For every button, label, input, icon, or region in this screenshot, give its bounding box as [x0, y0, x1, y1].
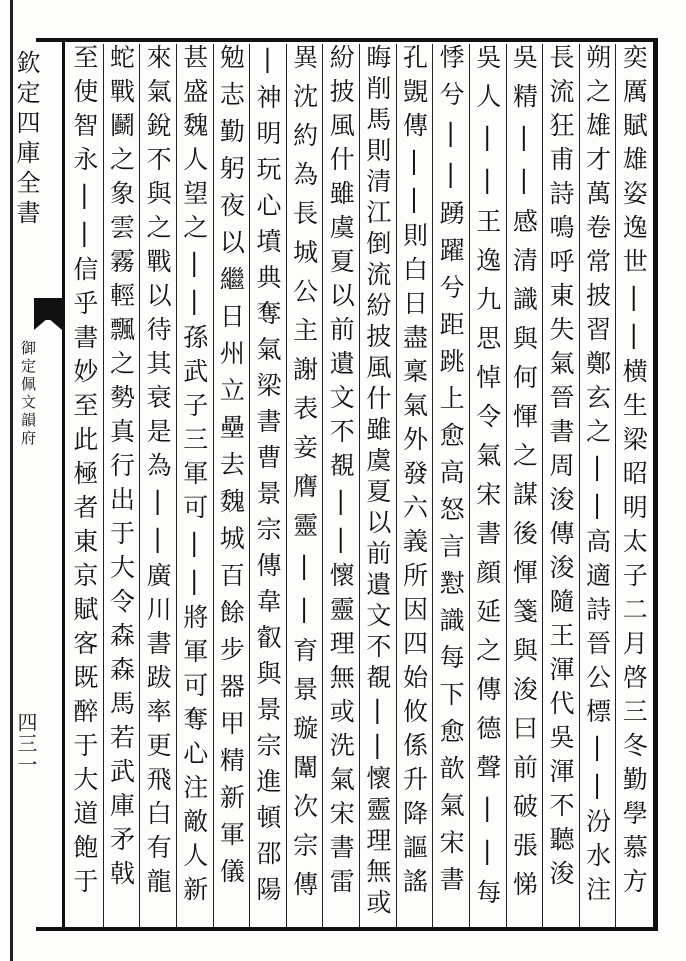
column-rule — [139, 44, 140, 927]
frame-bottom-border — [36, 927, 658, 931]
column-rule — [249, 44, 250, 927]
column-text: 悸兮||踴躍兮距跳上愈高怒言懟識每下愈歆氣宋書 — [436, 44, 466, 903]
text-column — [213, 44, 250, 924]
text-column — [139, 44, 176, 924]
column-text: 晦削馬則清江倒流紛披風什雖虞夏以前遺文不覩||懷靈理無或 — [362, 44, 392, 920]
column-text: 來氣銳不與之戰以待其衰是為||廣川書跋率更飛白有龍 — [143, 44, 173, 902]
column-text: 異沈約為長城公主謝表妾膺靈||育景璇闈次宗傳 — [289, 44, 319, 910]
column-rule — [213, 44, 214, 927]
column-text: 孔覬傳||則白日盡稟氣外發六義所因四始攸係升降謳謠 — [399, 44, 429, 902]
margin-divider-rule — [62, 38, 65, 931]
frame-right-border — [653, 38, 658, 931]
column-rule — [469, 44, 470, 927]
text-column — [579, 44, 616, 924]
text-column — [359, 44, 396, 924]
column-text: 蛇戰鬬之象雲霧輕飄之勢真行出于大令森森馬若武庫矛戟 — [106, 44, 136, 894]
frame-top-border — [36, 38, 658, 42]
text-column — [506, 44, 543, 924]
column-rule — [615, 44, 616, 927]
column-rule — [506, 44, 507, 927]
column-text: 至使智永||信乎書妙至此極者東京賦客既醉于大道飽于 — [69, 44, 99, 902]
column-text: 奕厲賦雄姿逸世||横生梁昭明太子二月啓三冬勤學慕方 — [619, 44, 649, 902]
column-text: 朔之雄才萬卷常披習鄭玄之||高適詩晉公標||汾水注 — [582, 44, 612, 910]
column-text: 甚盛魏人望之||孫武子三軍可||將軍可奪心注敵人新 — [179, 44, 209, 910]
column-text: 吳精||感清識與何惲之謀後惲箋與浚曰前破張悌 — [509, 44, 539, 910]
work-title: 御定佩文韻府 — [19, 340, 37, 448]
column-rule — [432, 44, 433, 927]
book-title: 欽定四庫全書 — [12, 50, 40, 230]
column-rule — [542, 44, 543, 927]
column-rule — [396, 44, 397, 927]
column-text: 吳人||王逸九思悼令氣宋書顔延之傳德聲||每 — [472, 44, 502, 918]
column-rule — [322, 44, 323, 927]
column-rule — [286, 44, 287, 927]
text-column — [249, 44, 286, 924]
column-text: 勉志勤躬夜以繼日州立壘去魏城百餘步器甲精新軍儀 — [216, 44, 246, 895]
column-text: |神明玩心墳典奪氣梁書曹景宗傳韋叡與景宗進頓邵陽 — [252, 44, 282, 912]
text-column — [542, 44, 579, 924]
text-column — [432, 44, 469, 924]
text-column — [615, 44, 652, 924]
text-column — [396, 44, 433, 924]
fishtail-mark-icon — [34, 298, 62, 320]
text-column — [469, 44, 506, 924]
column-rule — [579, 44, 580, 927]
text-column — [286, 44, 323, 924]
column-rule — [359, 44, 360, 927]
column-text: 紛披風什雖虞夏以前遺文不覩||懷靈理無或洗氣宋書雷 — [326, 44, 356, 902]
text-column — [103, 44, 140, 924]
fishtail-notch-icon — [34, 318, 62, 330]
text-column — [66, 44, 103, 924]
text-column — [322, 44, 359, 924]
column-text: 長流狂甫詩鳴呼東失氣晉書周浚傳浚隨王渾代吳渾不聽浚 — [545, 44, 575, 894]
text-column — [176, 44, 213, 924]
column-rule — [176, 44, 177, 927]
column-rule — [103, 44, 104, 927]
page-number: 四三一 — [14, 712, 38, 775]
